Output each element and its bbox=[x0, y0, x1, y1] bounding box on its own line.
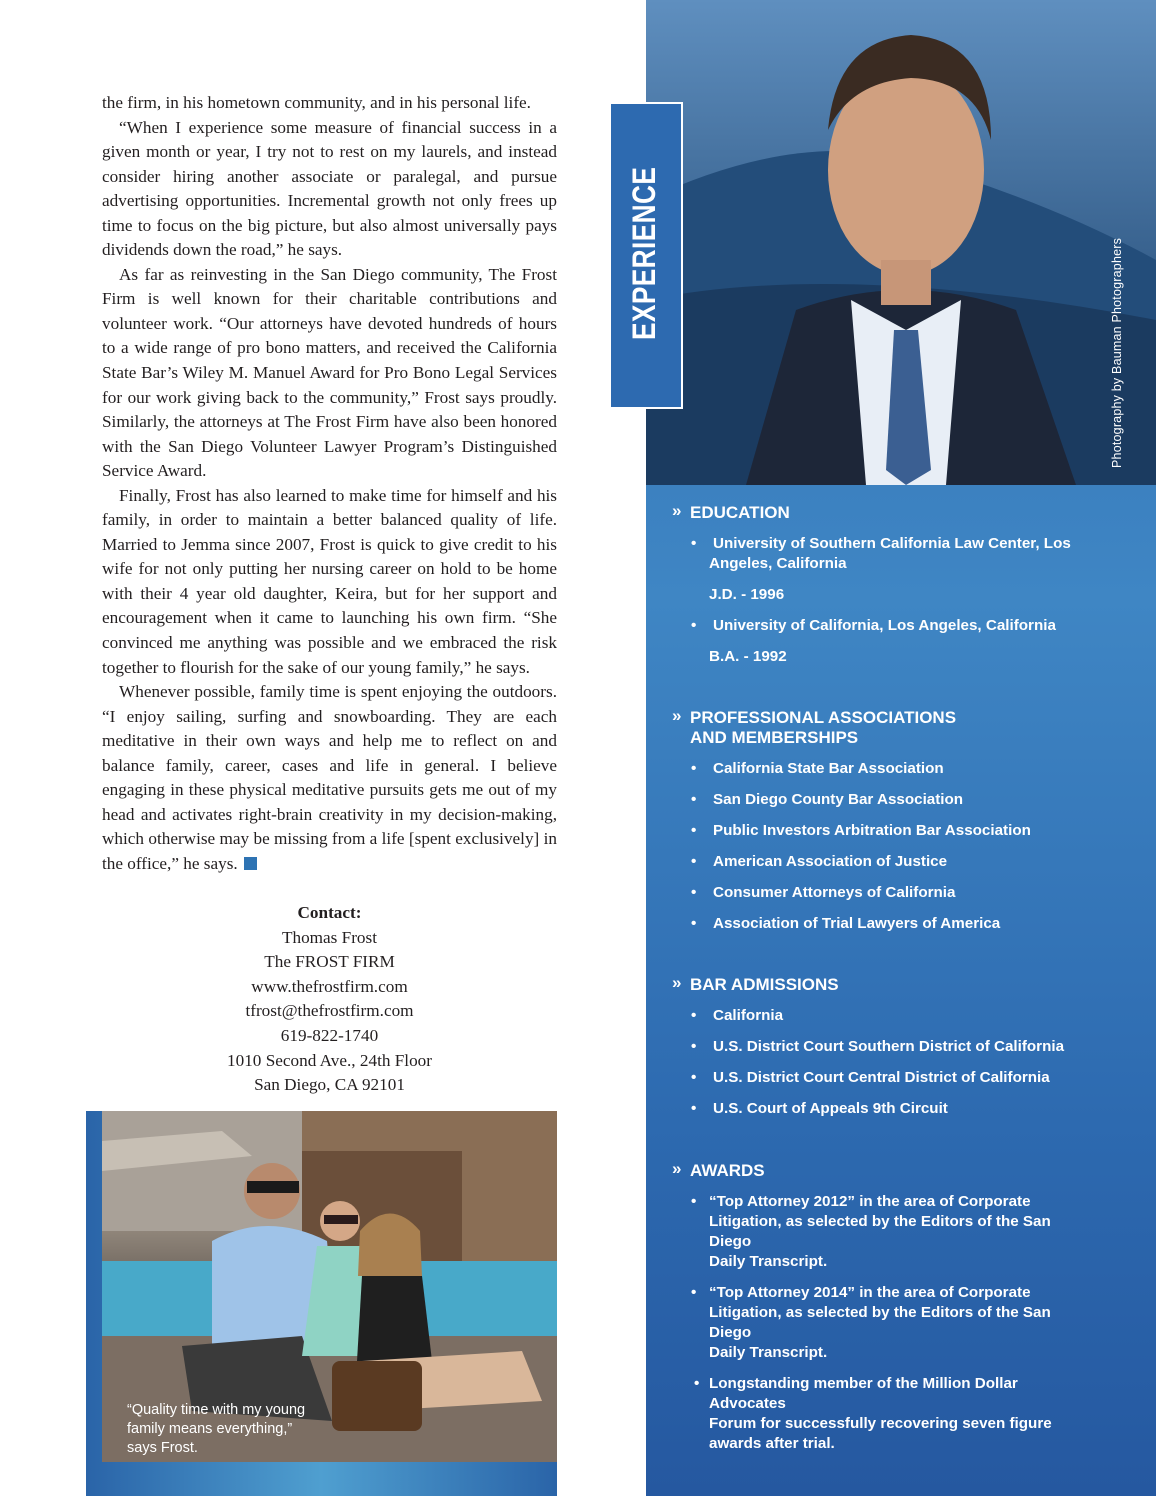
association-label: California State Bar Association bbox=[713, 760, 944, 777]
award-line: “Top Attorney 2014” in the area of Corporate bbox=[709, 1284, 1031, 1301]
article-paragraph: “When I experience some measure of financial success in a given month or year, I try not to rest on my laurels, and instead consider hiring another associate or paralegal, and pursue advertising opportunities. Incremental growth not only frees up time to focus on the big picture, but also almost universally pays dividends down the road,” he says. bbox=[102, 117, 557, 260]
article-paragraph-last bbox=[102, 680, 557, 876]
bullet-icon: • bbox=[691, 791, 697, 808]
award-line: “Top Attorney 2012” in the area of Corporate bbox=[709, 1193, 1031, 1210]
award-item bbox=[672, 1374, 1092, 1454]
bullet-icon: • bbox=[691, 1069, 697, 1086]
award-line: Litigation, as selected by the Editors of the San Diego bbox=[709, 1213, 1051, 1250]
association-label: Association of Trial Lawyers of America bbox=[713, 915, 1001, 932]
award-item bbox=[672, 1283, 1092, 1363]
award-line: Daily Transcript. bbox=[709, 1253, 828, 1270]
bullet-icon: • bbox=[691, 617, 697, 634]
awards-section bbox=[672, 1161, 1092, 1454]
contact-address-line1: 1010 Second Ave., 24th Floor bbox=[227, 1050, 432, 1070]
family-photo-frame bbox=[86, 1111, 557, 1496]
education-item bbox=[672, 534, 1092, 554]
association-item bbox=[672, 790, 1092, 810]
education-degree: J.D. - 1996 bbox=[709, 586, 785, 603]
bullet-icon: • bbox=[691, 1007, 697, 1024]
education-school-line: Angeles, California bbox=[709, 555, 847, 572]
chevron-right-icon: » bbox=[672, 973, 682, 992]
bar-admissions-section bbox=[672, 975, 1092, 1119]
family-photo-caption bbox=[127, 1401, 357, 1458]
association-item bbox=[672, 821, 1092, 841]
bar-admission-label: U.S. District Court Southern District of California bbox=[713, 1038, 1065, 1055]
bullet-icon: • bbox=[691, 760, 697, 777]
contact-title: Contact: bbox=[297, 903, 362, 922]
award-line: awards after trial. bbox=[709, 1435, 835, 1452]
association-item bbox=[672, 914, 1092, 934]
chevron-right-icon: » bbox=[672, 706, 682, 725]
portrait-illustration bbox=[646, 0, 1156, 485]
section-heading-text: PROFESSIONAL ASSOCIATIONS bbox=[690, 708, 957, 727]
article-paragraph: As far as reinvesting in the San Diego community, The Frost Firm is well known for their charitable contributions and volunteer work. “Our attorneys have devoted hundreds of hours to a wide range of pro bono matters, and received the California State Bar’s Wiley M. Manuel Award for Pro Bono Legal Services for our work giving back to the community,” Frost says proudly. Similarly, the attorneys at The Frost Firm have also been honored with the San Diego Volunteer Lawyer Program’s Distinguished Service Award. bbox=[102, 264, 557, 481]
caption-line: family means everything,” bbox=[127, 1421, 293, 1437]
section-heading-text: AWARDS bbox=[690, 1161, 765, 1180]
article-paragraph: the firm, in his hometown community, and in his personal life. bbox=[102, 93, 531, 112]
bullet-icon: • bbox=[691, 822, 697, 839]
education-heading bbox=[672, 503, 1092, 523]
bullet-icon: • bbox=[691, 1100, 697, 1117]
caption-line: “Quality time with my young bbox=[127, 1402, 306, 1418]
association-item bbox=[672, 852, 1092, 872]
portrait-photo bbox=[646, 0, 1156, 485]
contact-website[interactable]: www.thefrostfirm.com bbox=[251, 976, 408, 996]
associations-section bbox=[672, 708, 1092, 934]
caption-line: says Frost. bbox=[127, 1440, 198, 1456]
bullet-icon: • bbox=[691, 1284, 697, 1301]
section-heading-text: EDUCATION bbox=[690, 503, 790, 522]
association-label: San Diego County Bar Association bbox=[713, 791, 964, 808]
bar-admission-item bbox=[672, 1037, 1092, 1057]
bar-admission-item bbox=[672, 1099, 1092, 1119]
chevron-right-icon: » bbox=[672, 1159, 682, 1178]
bullet-icon: • bbox=[694, 1375, 700, 1392]
award-item bbox=[672, 1192, 1092, 1272]
experience-content bbox=[672, 500, 1092, 1454]
section-heading-text: AND MEMBERSHIPS bbox=[690, 728, 859, 747]
bullet-icon: • bbox=[691, 884, 697, 901]
bullet-icon: • bbox=[691, 535, 697, 552]
bullet-icon: • bbox=[691, 1193, 697, 1210]
chevron-right-icon: » bbox=[672, 501, 682, 520]
education-degree: B.A. - 1992 bbox=[709, 648, 787, 665]
contact-email[interactable]: tfrost@thefrostfirm.com bbox=[245, 1001, 414, 1021]
award-line: Litigation, as selected by the Editors of the San Diego bbox=[709, 1304, 1051, 1341]
association-label: Public Investors Arbitration Bar Association bbox=[713, 822, 1031, 839]
article-paragraph: Finally, Frost has also learned to make time for himself and his family, in order to maintain a better balanced quality of life. Married to Jemma since 2007, Frost is quick to give credit to his wife for not only putting her nursing career on hold to be home with their 4 year old daughter, Keira, but for her support and encouragement when it came to launching his own firm. “She convinced me anything was possible and we embraced the risk together to flourish for the sake of our young family,” he says. bbox=[102, 485, 557, 677]
family-photo bbox=[102, 1111, 557, 1462]
bar-admissions-heading bbox=[672, 975, 1092, 995]
award-line: Longstanding member of the Million Dollar Advocates bbox=[709, 1375, 1018, 1412]
contact-firm: The FROST FIRM bbox=[264, 952, 395, 972]
contact-address-line2: San Diego, CA 92101 bbox=[254, 1075, 405, 1095]
awards-heading bbox=[672, 1161, 1092, 1181]
bar-admission-label: U.S. District Court Central District of California bbox=[713, 1069, 1050, 1086]
experience-tab-label: EXPERIENCE bbox=[626, 166, 662, 340]
association-item bbox=[672, 759, 1092, 779]
bar-admission-label: California bbox=[713, 1007, 784, 1024]
education-school-line: University of California, Los Angeles, California bbox=[713, 617, 1056, 634]
bar-admission-label: U.S. Court of Appeals 9th Circuit bbox=[713, 1100, 948, 1117]
article-paragraph-text: Whenever possible, family time is spent enjoying the outdoors. “I enjoy sailing, surfing and snowboarding. They are each meditative in their own ways and help me to reflect on and balance family, career, cases and life in general. I believe engaging in these physical meditative pursuits gets me out of my head and activates right-brain creativity in my decision-making, which otherwise may be missing from a life [spent exclusively] in the office,” he says. bbox=[102, 682, 557, 873]
photo-credit: Photography by Bauman Photographers bbox=[1110, 237, 1124, 468]
article-body bbox=[102, 91, 557, 877]
bar-admission-item bbox=[672, 1006, 1092, 1026]
award-line: Daily Transcript. bbox=[709, 1344, 828, 1361]
association-label: American Association of Justice bbox=[713, 853, 948, 870]
bullet-icon: • bbox=[691, 1038, 697, 1055]
bullet-icon: • bbox=[691, 853, 697, 870]
education-school-line: University of Southern California Law Center, Los bbox=[713, 535, 1071, 552]
contact-block bbox=[102, 901, 557, 1098]
end-mark-icon bbox=[244, 857, 257, 870]
contact-phone: 619-822-1740 bbox=[280, 1025, 379, 1045]
association-item bbox=[672, 883, 1092, 903]
bar-admission-item bbox=[672, 1068, 1092, 1088]
contact-name: Thomas Frost bbox=[281, 927, 377, 947]
associations-heading bbox=[672, 708, 1092, 748]
education-item bbox=[672, 616, 1092, 636]
award-line: Forum for successfully recovering seven figure bbox=[709, 1415, 1052, 1432]
section-heading-text: BAR ADMISSIONS bbox=[690, 975, 839, 994]
association-label: Consumer Attorneys of California bbox=[713, 884, 956, 901]
bullet-icon: • bbox=[691, 915, 697, 932]
education-section bbox=[672, 503, 1092, 667]
